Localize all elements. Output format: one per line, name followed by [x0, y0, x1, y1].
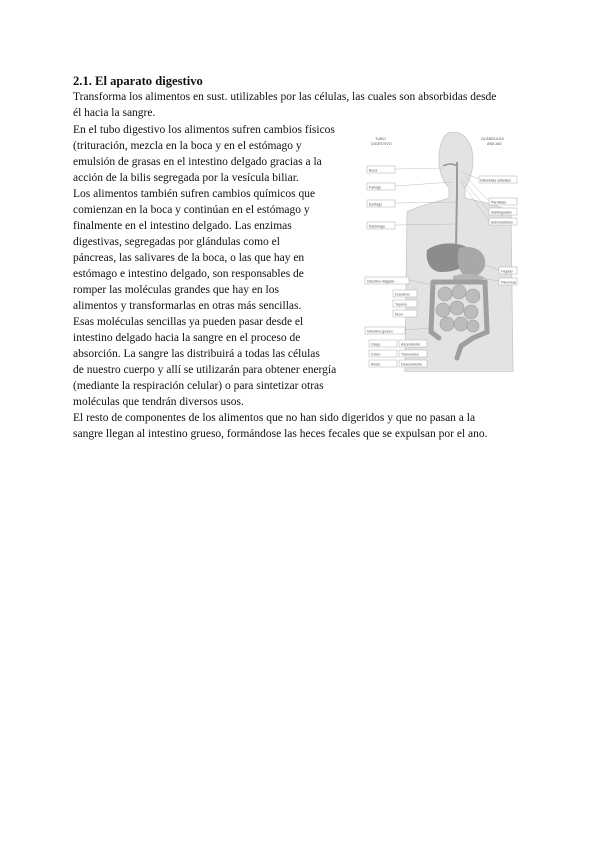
text-line: intestino delgado hacia la sangre en el proceso de — [73, 332, 301, 344]
label-duodeno: Duodeno — [395, 292, 410, 297]
label-higado: Hígado — [501, 269, 513, 274]
label-estomago: Estómago — [369, 224, 386, 229]
text-line: (mediante la respiración celular) o para sintetizar otras — [73, 380, 324, 392]
text-line: acción de la bilis segregada por la vesícula biliar. — [73, 172, 299, 184]
text-line: finalmente en el intestino delgado. Las enzimas — [73, 220, 292, 232]
text-line: comienzan en la boca y continúan en el estómago y — [73, 204, 310, 216]
text-line: alimentos y transformarlas en otras más sencillas. — [73, 300, 302, 312]
svg-text:DIGESTIVO: DIGESTIVO — [371, 142, 392, 146]
text-line: digestivas, segregadas por glándulas como el — [73, 236, 280, 248]
label-descendente: Descendente — [401, 362, 423, 367]
text-line: moléculas que tendrán diversos usos. — [73, 396, 244, 408]
svg-text:TUBO: TUBO — [375, 137, 386, 141]
digestive-system-figure — [361, 132, 521, 372]
label-faringe: Faringe — [369, 185, 382, 190]
label-submaxilares: Submaxilares — [491, 220, 513, 225]
label-pancreas: Páncreas — [501, 280, 517, 285]
label-recto: Recto — [371, 362, 381, 367]
text-line: romper las moléculas grandes que hay en los — [73, 284, 279, 296]
svg-text:GLÁNDULAS: GLÁNDULAS — [481, 137, 505, 141]
label-esofago: Esófago — [369, 202, 383, 207]
text-line: páncreas, las salivares de la boca, o las que hay en — [73, 252, 305, 264]
text-line: Los alimentos también sufren cambios químicos que — [73, 188, 316, 200]
section-title: 2.1. El aparato digestivo — [73, 74, 203, 88]
text-line: él hacia la sangre. — [73, 107, 156, 119]
label-ascendente: Ascendente — [401, 342, 420, 347]
text-line: Transforma los alimentos en sust. utilizables por las células, las cuales son absorbidas desde — [73, 91, 497, 103]
text-line: Esas moléculas sencillas ya pueden pasar desde el — [73, 316, 304, 328]
digestive-system-illustration — [361, 132, 521, 372]
text-line: de nuestro cuerpo y allí se utilizarán para obtener energía — [73, 364, 337, 376]
label-yeyuno: Yeyuno — [395, 302, 407, 307]
label-intestino-grueso: Intestino grueso — [367, 329, 393, 334]
label-intestino-delgado: Intestino delgado — [367, 279, 395, 284]
label-boca: Boca — [369, 168, 378, 173]
text-line: emulsión de grasas en el intestino delgado gracias a la — [73, 156, 322, 168]
label-glandulas-salivales: Glándulas salivales — [480, 178, 511, 183]
text-line: absorción. La sangre las distribuirá a todas las células — [73, 348, 320, 360]
text-line: (trituración, mezcla en la boca y en el estómago y — [73, 140, 302, 152]
label-ileon: Íleon — [395, 312, 403, 317]
label-colon: Colon — [371, 352, 381, 357]
label-transverso: Transverso — [401, 352, 419, 357]
text-line: El resto de componentes de los alimentos que no han sido digeridos y que no pasan a la — [73, 412, 476, 424]
svg-text:ANEJAS: ANEJAS — [487, 142, 502, 146]
text-line: En el tubo digestivo los alimentos sufren cambios físicos — [73, 124, 335, 136]
text-line: estómago e intestino delgado, son responsables de — [73, 268, 304, 280]
label-ciego: Ciego — [371, 342, 381, 347]
label-parotidas: Parótidas — [491, 200, 507, 205]
label-sublinguales: Sublinguales — [491, 210, 512, 215]
text-line: sangre llegan al intestino grueso, formándose las heces fecales que se expulsan por el ano. — [73, 428, 488, 440]
